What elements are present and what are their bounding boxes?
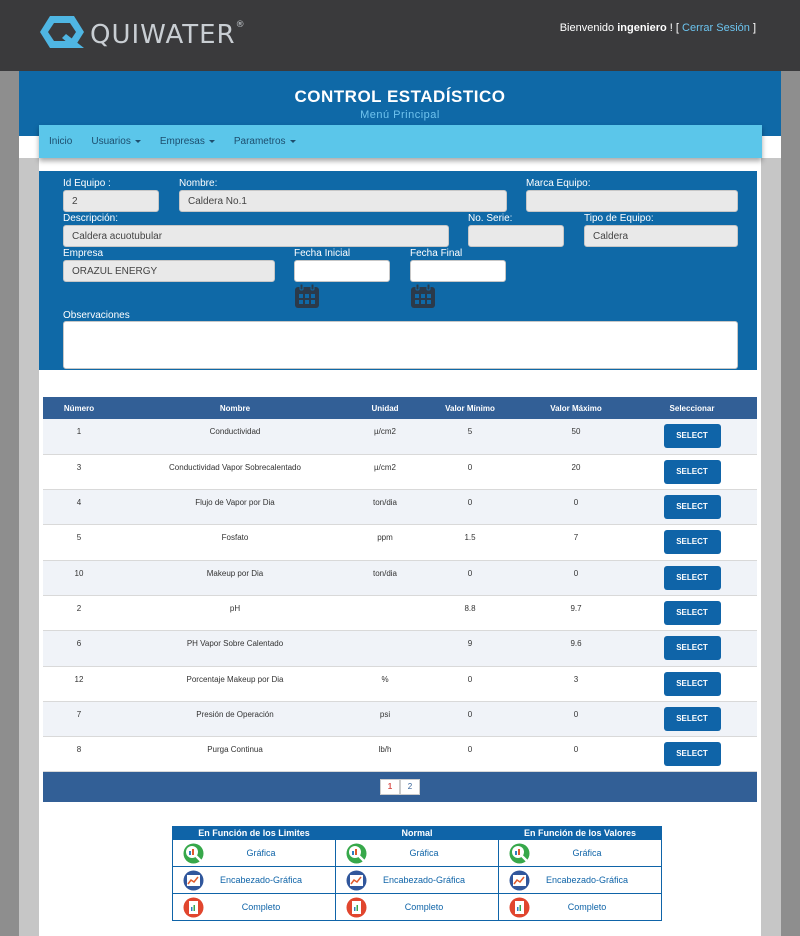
- page-1[interactable]: 1: [380, 779, 400, 795]
- cell-numero: 10: [43, 560, 115, 595]
- col-unidad: Unidad: [355, 397, 415, 419]
- cell-unidad: ton/dia: [355, 490, 415, 525]
- report-document-icon: [183, 897, 204, 918]
- cell-valor-maximo: 20: [525, 454, 627, 489]
- report-link-label[interactable]: Gráfica: [246, 848, 276, 858]
- logout-link[interactable]: Cerrar Sesión: [682, 22, 750, 34]
- table-row: [43, 595, 757, 630]
- report-link-label[interactable]: Encabezado-Gráfica: [219, 875, 303, 885]
- report-link-label[interactable]: Completo: [567, 902, 607, 912]
- descripcion-label: Descripción:: [63, 213, 119, 224]
- cell-unidad: µ/cm2: [355, 454, 415, 489]
- cell-nombre: Makeup por Dia: [115, 560, 355, 595]
- cell-seleccionar: [627, 666, 757, 701]
- marca-label: Marca Equipo:: [526, 178, 591, 189]
- nombre-label: Nombre:: [179, 178, 218, 189]
- cell-numero: 8: [43, 737, 115, 772]
- observaciones-textarea[interactable]: [63, 321, 738, 369]
- report-encabezado-grafica-limites[interactable]: [173, 867, 336, 894]
- calendar-icon[interactable]: [410, 283, 436, 309]
- cell-nombre: PH Vapor Sobre Calentado: [115, 631, 355, 666]
- report-link-label[interactable]: Gráfica: [409, 848, 439, 858]
- cell-nombre: Flujo de Vapor por Dia: [115, 490, 355, 525]
- cell-nombre: Porcentaje Makeup por Dia: [115, 666, 355, 701]
- report-encabezado-grafica-normal[interactable]: [336, 867, 499, 894]
- cell-valor-minimo: 5: [415, 419, 525, 454]
- caret-down-icon: [290, 140, 296, 143]
- cell-unidad: [355, 631, 415, 666]
- cell-valor-maximo: 9.6: [525, 631, 627, 666]
- cell-valor-maximo: 3: [525, 666, 627, 701]
- cell-unidad: ton/dia: [355, 560, 415, 595]
- cell-numero: 3: [43, 454, 115, 489]
- select-button[interactable]: SELECT: [664, 601, 721, 625]
- descripcion-field[interactable]: Caldera acuotubular: [63, 225, 449, 247]
- cell-valor-maximo: 0: [525, 737, 627, 772]
- cell-nombre: Conductividad Vapor Sobrecalentado: [115, 454, 355, 489]
- reports-table: [172, 826, 662, 921]
- nombre-field[interactable]: Caldera No.1: [179, 190, 507, 212]
- empresa-field[interactable]: ORAZUL ENERGY: [63, 260, 275, 282]
- cell-numero: 7: [43, 701, 115, 736]
- table-row: [43, 666, 757, 701]
- nav-usuarios[interactable]: Usuarios: [91, 136, 140, 147]
- table-row: [43, 525, 757, 560]
- caret-down-icon: [209, 140, 215, 143]
- cell-seleccionar: [627, 595, 757, 630]
- select-button[interactable]: SELECT: [664, 636, 721, 660]
- cell-numero: 2: [43, 595, 115, 630]
- equipment-form: [39, 171, 757, 370]
- cell-nombre: Purga Continua: [115, 737, 355, 772]
- cell-numero: 4: [43, 490, 115, 525]
- nav-parametros[interactable]: Parametros: [234, 136, 296, 147]
- report-row: [173, 840, 662, 867]
- select-button[interactable]: SELECT: [664, 707, 721, 731]
- cell-unidad: lb/h: [355, 737, 415, 772]
- table-row: [43, 631, 757, 666]
- report-link-label[interactable]: Completo: [241, 902, 281, 912]
- chart-magnifier-icon: [509, 843, 530, 864]
- report-row: [173, 867, 662, 894]
- report-row: [173, 894, 662, 921]
- cell-seleccionar: [627, 631, 757, 666]
- cell-nombre: Conductividad: [115, 419, 355, 454]
- line-chart-icon: [346, 870, 367, 891]
- report-encabezado-grafica-valores[interactable]: [499, 867, 662, 894]
- report-link-label[interactable]: Completo: [404, 902, 444, 912]
- report-link-label[interactable]: Gráfica: [572, 848, 602, 858]
- report-header-normal: Normal: [336, 827, 499, 840]
- report-link-label[interactable]: Encabezado-Gráfica: [545, 875, 629, 885]
- table-row: [43, 419, 757, 454]
- select-button[interactable]: SELECT: [664, 742, 721, 766]
- cell-numero: 6: [43, 631, 115, 666]
- logo[interactable]: [40, 14, 246, 50]
- username: ingeniero: [617, 22, 667, 34]
- empresa-label: Empresa: [63, 248, 104, 259]
- select-button[interactable]: SELECT: [664, 530, 721, 554]
- line-chart-icon: [183, 870, 204, 891]
- fecha-final-field[interactable]: [410, 260, 506, 282]
- cell-seleccionar: [627, 560, 757, 595]
- col-valor-maximo: Valor Máximo: [525, 397, 627, 419]
- fecha-inicial-field[interactable]: [294, 260, 390, 282]
- table-row: [43, 560, 757, 595]
- table-row: [43, 454, 757, 489]
- table-header-row: [43, 397, 757, 419]
- report-link-label[interactable]: Encabezado-Gráfica: [382, 875, 466, 885]
- cell-numero: 1: [43, 419, 115, 454]
- welcome-message: Bienvenido ingeniero ! [ Cerrar Sesión ]: [559, 22, 756, 34]
- col-seleccionar: Seleccionar: [627, 397, 757, 419]
- cell-nombre: Presión de Operación: [115, 701, 355, 736]
- calendar-icon[interactable]: [294, 283, 320, 309]
- report-grafica-limites[interactable]: [173, 840, 336, 867]
- cell-seleccionar: [627, 490, 757, 525]
- cell-seleccionar: [627, 737, 757, 772]
- cell-unidad: %: [355, 666, 415, 701]
- select-button[interactable]: SELECT: [664, 424, 721, 448]
- cell-valor-maximo: 0: [525, 490, 627, 525]
- report-document-icon: [346, 897, 367, 918]
- cell-valor-maximo: 9.7: [525, 595, 627, 630]
- cell-seleccionar: [627, 701, 757, 736]
- cell-seleccionar: [627, 454, 757, 489]
- brand-name: QUIWATER®: [90, 20, 246, 50]
- cell-numero: 5: [43, 525, 115, 560]
- page-container: [19, 71, 781, 936]
- select-button[interactable]: SELECT: [664, 672, 721, 696]
- caret-down-icon: [135, 140, 141, 143]
- cell-valor-minimo: 0: [415, 454, 525, 489]
- select-button[interactable]: SELECT: [664, 460, 721, 484]
- table-row: [43, 490, 757, 525]
- cell-valor-minimo: 0: [415, 666, 525, 701]
- chart-magnifier-icon: [183, 843, 204, 864]
- report-completo-normal[interactable]: [336, 894, 499, 921]
- parameters-table: [43, 397, 757, 772]
- report-header-limites: En Función de los Limites: [173, 827, 336, 840]
- report-header-valores: En Función de los Valores: [499, 827, 662, 840]
- cell-valor-minimo: 9: [415, 631, 525, 666]
- id-label: Id Equipo :: [63, 178, 111, 189]
- cell-nombre: pH: [115, 595, 355, 630]
- cell-nombre: Fosfato: [115, 525, 355, 560]
- cell-unidad: µ/cm2: [355, 419, 415, 454]
- report-grafica-normal[interactable]: [336, 840, 499, 867]
- cell-valor-maximo: 7: [525, 525, 627, 560]
- select-button[interactable]: SELECT: [664, 495, 721, 519]
- cell-unidad: [355, 595, 415, 630]
- cell-valor-maximo: 50: [525, 419, 627, 454]
- cell-valor-maximo: 0: [525, 701, 627, 736]
- cell-seleccionar: [627, 419, 757, 454]
- serie-field[interactable]: [468, 225, 564, 247]
- report-grafica-valores[interactable]: [499, 840, 662, 867]
- page-subtitle: Menú Principal: [360, 109, 440, 121]
- page-2[interactable]: 2: [400, 779, 420, 795]
- report-completo-limites[interactable]: [173, 894, 336, 921]
- cell-valor-minimo: 0: [415, 560, 525, 595]
- cell-seleccionar: [627, 525, 757, 560]
- observaciones-label: Observaciones: [63, 310, 130, 321]
- fecha-final-label: Fecha Final: [410, 248, 463, 259]
- select-button[interactable]: SELECT: [664, 566, 721, 590]
- cell-valor-minimo: 0: [415, 490, 525, 525]
- col-valor-minimo: Valor Mínimo: [415, 397, 525, 419]
- line-chart-icon: [509, 870, 530, 891]
- nav-empresas[interactable]: Empresas: [160, 136, 215, 147]
- cell-valor-minimo: 0: [415, 737, 525, 772]
- table-row: [43, 701, 757, 736]
- tipo-field[interactable]: Caldera: [584, 225, 738, 247]
- tipo-label: Tipo de Equipo:: [584, 213, 654, 224]
- cell-valor-minimo: 8.8: [415, 595, 525, 630]
- col-numero: Número: [43, 397, 115, 419]
- nav-inicio[interactable]: Inicio: [49, 136, 73, 147]
- cell-valor-minimo: 0: [415, 701, 525, 736]
- main-nav: [39, 125, 762, 158]
- quiwater-logo-icon: [40, 14, 84, 50]
- cell-valor-minimo: 1.5: [415, 525, 525, 560]
- marca-field[interactable]: [526, 190, 738, 212]
- table-row: [43, 737, 757, 772]
- page-title: CONTROL ESTADÍSTICO: [294, 87, 506, 106]
- pagination: [43, 772, 757, 802]
- cell-valor-maximo: 0: [525, 560, 627, 595]
- serie-label: No. Serie:: [468, 213, 513, 224]
- col-nombre: Nombre: [115, 397, 355, 419]
- report-completo-valores[interactable]: [499, 894, 662, 921]
- cell-unidad: psi: [355, 701, 415, 736]
- chart-magnifier-icon: [346, 843, 367, 864]
- cell-unidad: ppm: [355, 525, 415, 560]
- top-bar: [0, 0, 800, 71]
- fecha-inicial-label: Fecha Inicial: [294, 248, 351, 259]
- report-document-icon: [509, 897, 530, 918]
- cell-numero: 12: [43, 666, 115, 701]
- id-field[interactable]: 2: [63, 190, 159, 212]
